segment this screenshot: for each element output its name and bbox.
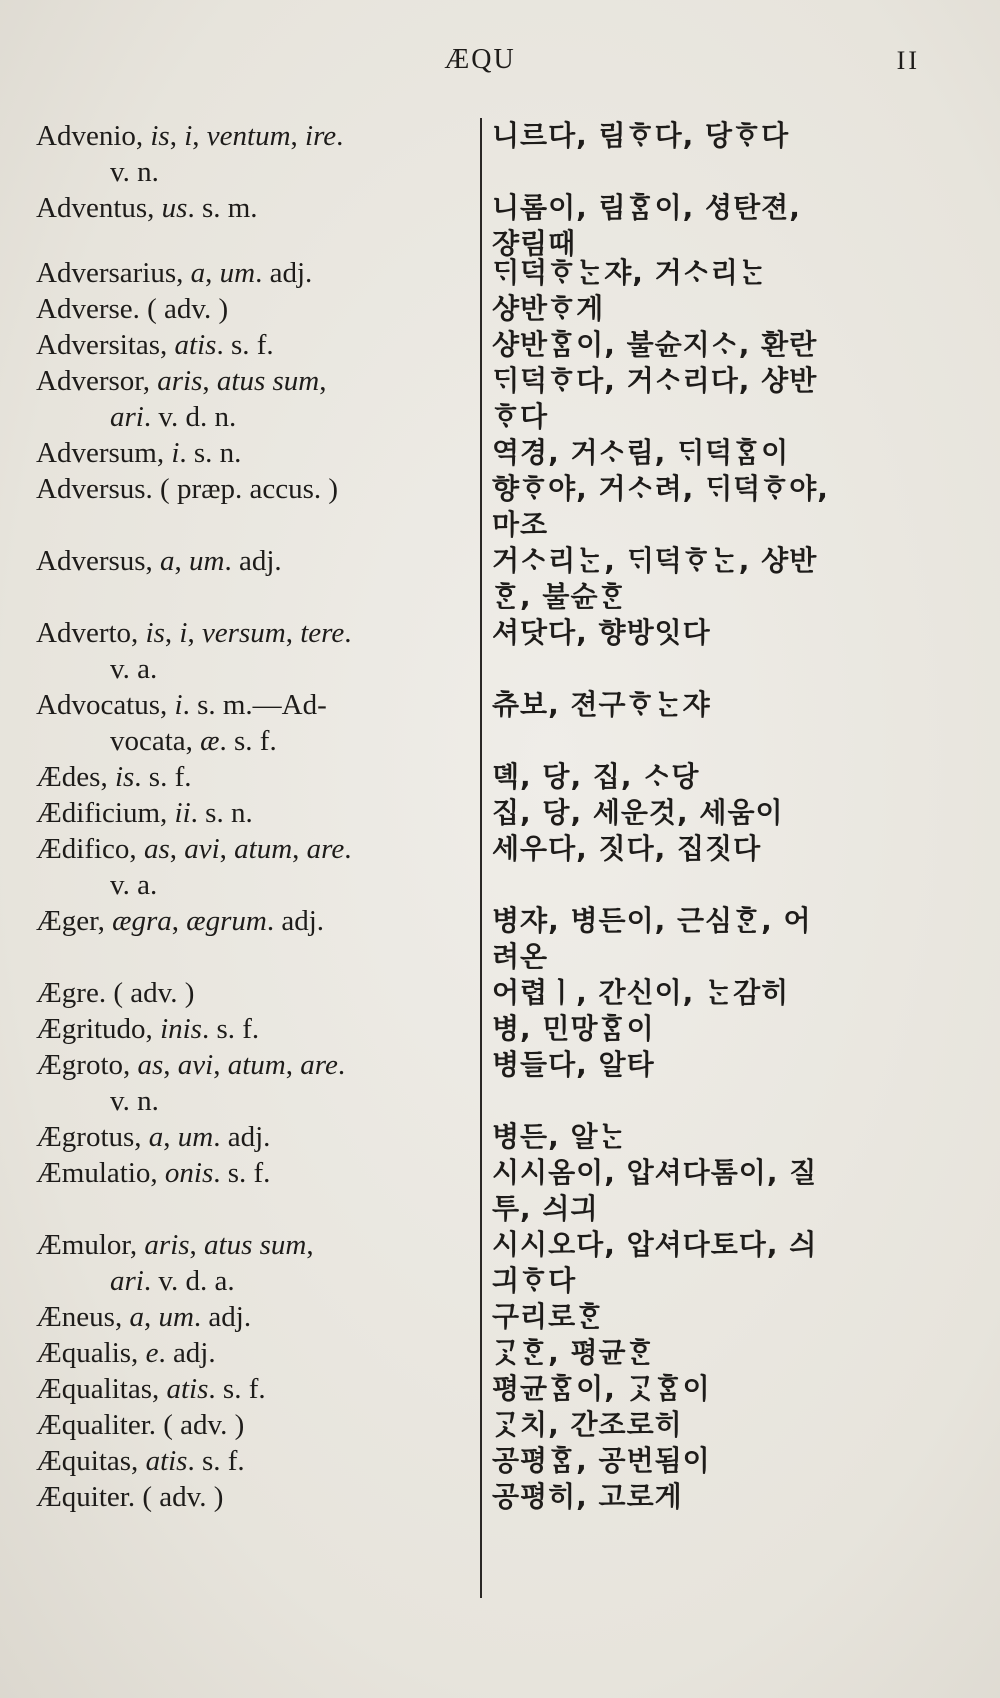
latin-line: Ægroto, as, avi, atum, are. [36, 1049, 346, 1081]
korean-line: 공평히, 고로게 [492, 1480, 683, 1513]
page-header [0, 44, 1000, 84]
latin-line: Æquitas, atis. s. f. [36, 1445, 245, 1477]
latin-headword [36, 190, 476, 226]
korean-line: 향ᄒᆞ야, 거ᄉᆞ려, ᄃᆡ덕ᄒᆞ야, [492, 472, 829, 505]
korean-definition [492, 471, 932, 543]
korean-line: 어렵ㅣ, 간신이, ᄂᆞᆫ감히 [492, 976, 790, 1009]
latin-line: Ægritudo, inis. s. f. [36, 1013, 260, 1045]
korean-definition [492, 1479, 932, 1515]
latin-line: Ægre. ( adv. ) [36, 977, 195, 1009]
latin-line: v. n. [110, 1085, 159, 1117]
korean-definition [492, 1047, 932, 1083]
latin-headword [36, 795, 476, 831]
korean-definition [492, 903, 932, 975]
korean-definition [492, 363, 932, 435]
latin-line: Adversor, aris, atus sum, [36, 365, 327, 397]
latin-line: Adverto, is, i, versum, tere. [36, 617, 352, 649]
korean-line: 시시옴이, 압셔다톰이, 질 [492, 1156, 818, 1189]
korean-definition [492, 118, 932, 154]
korean-definition [492, 1155, 932, 1227]
korean-line: 샹반ᄒᆞ게 [492, 292, 605, 325]
korean-line: 공평ᄒᆞᆷ, 공번됨이 [492, 1444, 711, 1477]
korean-line: 투, 싀긔 [492, 1192, 599, 1225]
latin-line: Adversarius, a, um. adj. [36, 257, 313, 289]
korean-definition [492, 1119, 932, 1155]
korean-line: 세우다, 짓다, 집짓다 [492, 832, 762, 865]
korean-line: 쟝림때 [492, 227, 577, 260]
latin-headword [36, 1407, 476, 1443]
latin-line: Ædes, is. s. f. [36, 761, 192, 793]
korean-definition [492, 1407, 932, 1443]
korean-line: ᄃᆡ덕ᄒᆞ다, 거ᄉᆞ리다, 샹반 [492, 364, 818, 397]
korean-definition [492, 435, 932, 471]
latin-line: Ædificium, ii. s. n. [36, 797, 253, 829]
latin-headword [36, 1011, 476, 1047]
latin-line: Æqualitas, atis. s. f. [36, 1373, 266, 1405]
korean-line: 셔닷다, 향방잇다 [492, 616, 711, 649]
latin-headword [36, 759, 476, 795]
latin-headword [36, 1371, 476, 1407]
korean-definition [492, 190, 932, 262]
korean-definition [492, 975, 932, 1011]
latin-headword [36, 363, 476, 435]
korean-definition [492, 687, 932, 723]
korean-definition [492, 1227, 932, 1299]
korean-line: 병, 민망ᄒᆞᆷ이 [492, 1012, 655, 1045]
korean-line: 시시오다, 압셔다토다, 싀 [492, 1228, 818, 1261]
latin-line: Adverse. ( adv. ) [36, 293, 229, 325]
latin-line: v. a. [110, 653, 158, 685]
korean-line: ᄀᆞᆺ치, 간조로히 [492, 1408, 683, 1441]
korean-definition [492, 1371, 932, 1407]
latin-headword [36, 543, 476, 579]
latin-headword [36, 1335, 476, 1371]
latin-line: Æneus, a, um. adj. [36, 1301, 252, 1333]
latin-line: ari. v. d. a. [110, 1265, 235, 1297]
korean-line: ᄃᆡ덕ᄒᆞᄂᆞᆫ쟈, 거ᄉᆞ리ᄂᆞᆫ [492, 256, 767, 289]
latin-line: Æqualiter. ( adv. ) [36, 1409, 245, 1441]
latin-headword [36, 1443, 476, 1479]
korean-definition [492, 543, 932, 615]
latin-headword [36, 471, 476, 507]
korean-definition [492, 291, 932, 327]
latin-line: Advenio, is, i, ventum, ire. [36, 120, 344, 152]
latin-line: ari. v. d. n. [110, 401, 237, 433]
korean-line: 구리로ᄒᆞᆫ [492, 1300, 605, 1333]
korean-definition [492, 255, 932, 291]
latin-headword [36, 255, 476, 291]
korean-line: 긔ᄒᆞ다 [492, 1264, 577, 1297]
latin-headword [36, 291, 476, 327]
latin-line: Ægrotus, a, um. adj. [36, 1121, 271, 1153]
korean-line: 역경, 거ᄉᆞ림, ᄃᆡ덕ᄒᆞᆷ이 [492, 436, 790, 469]
korean-line: 려온 [492, 940, 549, 973]
running-head: ÆQU [444, 44, 516, 75]
latin-headword [36, 687, 476, 759]
latin-headword [36, 831, 476, 903]
latin-line: Æquiter. ( adv. ) [36, 1481, 224, 1513]
korean-definition [492, 615, 932, 651]
latin-headword [36, 1047, 476, 1119]
korean-line: 병들다, 알타 [492, 1048, 655, 1081]
korean-line: 뎩, 당, 집, ᄉᆞ당 [492, 760, 700, 793]
korean-definition [492, 1299, 932, 1335]
column-divider [480, 118, 482, 1598]
latin-headword [36, 1155, 476, 1191]
korean-line: 평균ᄒᆞᆷ이, ᄀᆞᆺᄒᆞᆷ이 [492, 1372, 711, 1405]
latin-line: Adversum, i. s. n. [36, 437, 242, 469]
latin-line: v. a. [110, 869, 158, 901]
korean-definition [492, 1335, 932, 1371]
korean-line: ᄀᆞᆺᄒᆞᆫ, 평균ᄒᆞᆫ [492, 1336, 655, 1369]
korean-line: 니롬이, 림ᄒᆞᆷ이, 셩탄젼, [492, 191, 801, 224]
latin-line: Advocatus, i. s. m.—Ad- [36, 689, 327, 721]
korean-line: ᄒᆞ다 [492, 400, 549, 433]
korean-line: 병든, 알ᄂᆞᆫ [492, 1120, 627, 1153]
korean-line: ᄒᆞᆫ, 불슌ᄒᆞᆫ [492, 580, 627, 613]
korean-line: 마조 [492, 508, 549, 541]
latin-line: Ædifico, as, avi, atum, are. [36, 833, 352, 865]
korean-line: 병쟈, 병든이, 근심ᄒᆞᆫ, 어 [492, 904, 812, 937]
latin-line: Æger, ægra, ægrum. adj. [36, 905, 325, 937]
latin-headword [36, 435, 476, 471]
latin-headword [36, 1227, 476, 1299]
latin-headword [36, 327, 476, 363]
latin-line: Adversus. ( præp. accus. ) [36, 473, 339, 505]
latin-line: vocata, æ. s. f. [110, 725, 277, 757]
page-number: II [896, 46, 920, 75]
korean-line: 츄보, 젼구ᄒᆞᄂᆞᆫ쟈 [492, 688, 711, 721]
latin-headword [36, 1479, 476, 1515]
latin-line: v. n. [110, 156, 159, 188]
latin-line: Adversitas, atis. s. f. [36, 329, 274, 361]
korean-definition [492, 831, 932, 867]
latin-line: Adversus, a, um. adj. [36, 545, 282, 577]
latin-headword [36, 1299, 476, 1335]
korean-line: 니르다, 림ᄒᆞ다, 당ᄒᆞ다 [492, 119, 790, 152]
korean-line: 거ᄉᆞ리ᄂᆞᆫ, ᄃᆡ덕ᄒᆞᄂᆞᆫ, 샹반 [492, 544, 818, 577]
korean-definition [492, 759, 932, 795]
korean-line: 집, 당, 세운것, 세움이 [492, 796, 784, 829]
latin-headword [36, 118, 476, 190]
korean-definition [492, 1011, 932, 1047]
latin-line: Æmulatio, onis. s. f. [36, 1157, 271, 1189]
latin-line: Æmulor, aris, atus sum, [36, 1229, 314, 1261]
korean-line: 샹반ᄒᆞᆷ이, 불슌지ᄉᆞ, 환란 [492, 328, 818, 361]
latin-line: Adventus, us. s. m. [36, 192, 258, 224]
korean-definition [492, 795, 932, 831]
latin-headword [36, 615, 476, 687]
latin-headword [36, 903, 476, 939]
korean-definition [492, 327, 932, 363]
latin-headword [36, 1119, 476, 1155]
latin-headword [36, 975, 476, 1011]
latin-line: Æqualis, e. adj. [36, 1337, 216, 1369]
korean-definition [492, 1443, 932, 1479]
